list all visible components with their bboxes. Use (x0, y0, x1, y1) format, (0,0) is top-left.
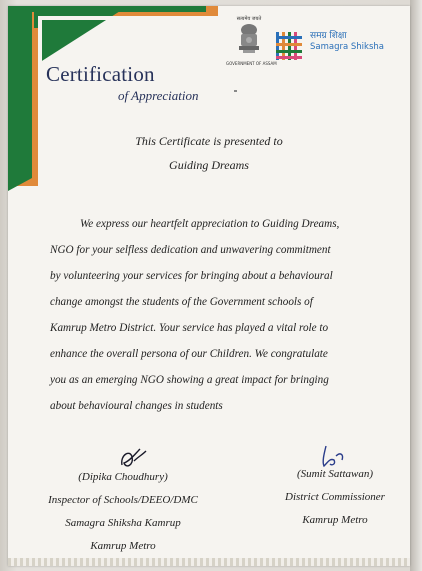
certificate-subtitle: of Appreciation (118, 88, 199, 103)
right-signatory-location: Kamrup Metro (302, 514, 368, 526)
body-line: Kamrup Metro District. Your service has played a vital role to (50, 322, 329, 334)
body-line: enhance the overall persona of our Children. We congratulate (50, 348, 328, 360)
emblem-motto: सत्यमेव जयते (236, 16, 262, 22)
appreciation-body (50, 211, 380, 419)
state-emblem (226, 16, 277, 66)
certificate-title: Certification (46, 62, 155, 86)
left-signature-icon (116, 443, 156, 473)
recipient-name: Guiding Dreams (169, 158, 249, 172)
body-line: you as an emerging NGO showing a great impact for bringing (50, 374, 329, 386)
left-signatory-name: (Dipika Choudhury) (78, 471, 168, 483)
logo-hindi-text: समग्र शिक्षा (310, 31, 347, 41)
ashoka-emblem-icon (235, 22, 263, 56)
body-line: about behavioural changes in students (50, 400, 223, 412)
certificate-paper (8, 6, 410, 566)
left-signatory-location: Kamrup Metro (90, 540, 156, 552)
decorative-border (8, 558, 410, 566)
right-signatory (270, 468, 400, 537)
samagra-shiksha-logo-icon (272, 28, 308, 64)
print-mark (234, 90, 237, 92)
presented-to-text: This Certificate is presented to (135, 134, 283, 148)
frame-edge (410, 0, 422, 571)
body-line: We express our heartfelt appreciation to Guiding Dreams, (80, 218, 340, 230)
left-signatory-title: Inspector of Schools/DEEO/DMC (48, 494, 198, 506)
body-line: NGO for your selfless dedication and unwavering commitment (50, 244, 331, 256)
emblem-caption: GOVERNMENT OF ASSAM (226, 61, 277, 66)
body-line: by volunteering your services for bringing about a behavioural (50, 270, 333, 282)
right-signatory-name: (Sumit Sattawan) (296, 468, 374, 480)
logo-english-text: Samagra Shiksha (310, 42, 384, 52)
right-signatory-title: District Commissioner (285, 491, 385, 503)
left-signatory-org: Samagra Shiksha Kamrup (65, 517, 181, 529)
body-line: change amongst the students of the Government schools of (50, 296, 313, 308)
left-signatory (38, 471, 208, 563)
